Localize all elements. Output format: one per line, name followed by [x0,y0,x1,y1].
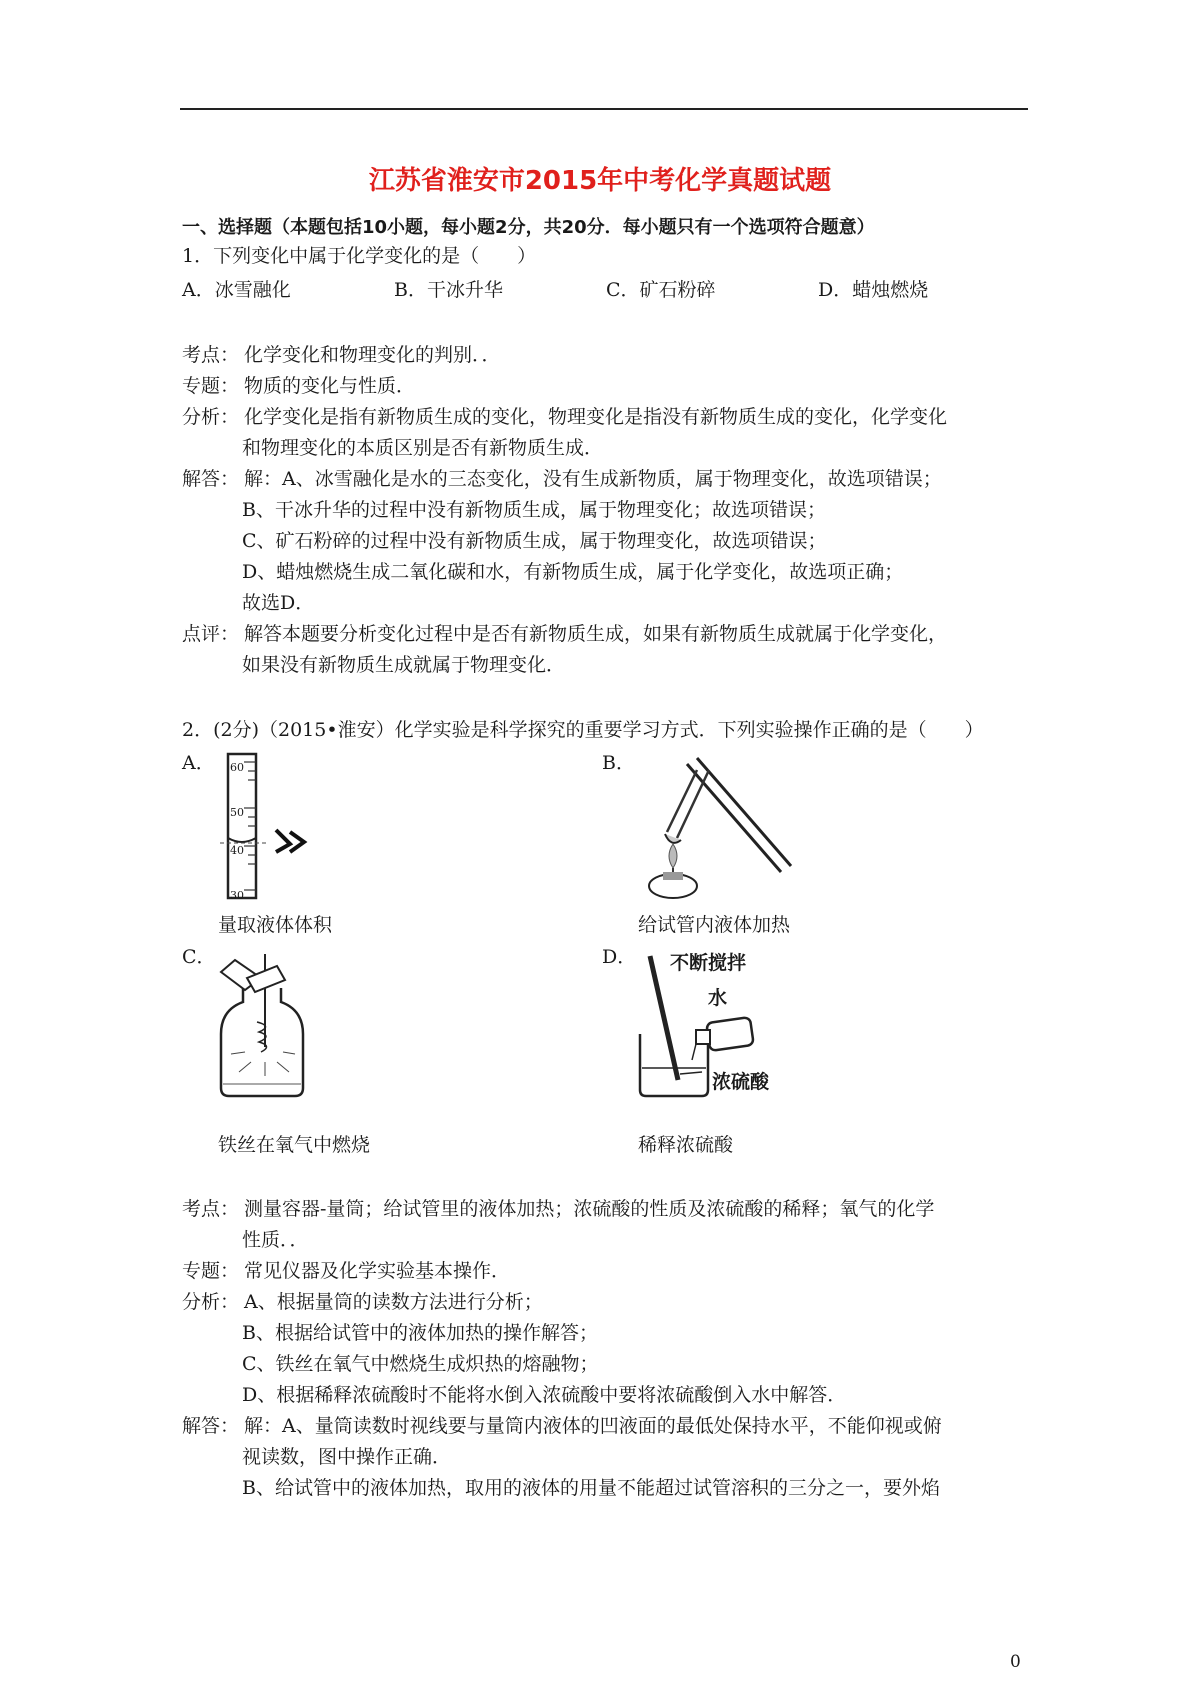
cylinder-tick-30: 30 [230,889,244,902]
dianping-text: 解答本题要分析变化过程中是否有新物质生成，如果有新物质生成就属于化学变化， [244,623,948,645]
q1-jieda [182,466,942,492]
q2-fenxi-c: C、铁丝在氧气中燃烧生成炽热的熔融物； [242,1353,599,1375]
jieda-label: 解答： [182,1415,240,1437]
section-heading: 一、选择题（本题包括10小题，每小题2分，共20分．每小题只有一个选项符合题意） [182,217,875,238]
kaodian-label: 考点： [182,344,240,366]
q1-kaodian [182,342,501,368]
q2-kaodian-cont: 性质．． [242,1229,309,1251]
zhuanti-label: 专题： [182,375,240,397]
q2-option-b-label: B． [602,752,635,774]
jieda-label: 解答： [182,468,240,490]
zhuanti-text: 物质的变化与性质． [244,375,416,397]
q1-stem: 1．下列变化中属于化学变化的是（ ） [182,245,537,267]
figure-d-label-stir: 不断搅拌 [670,952,747,974]
q2-option-c-label: C． [182,946,216,968]
fenxi-label: 分析： [182,1291,240,1313]
q2-jieda [182,1413,942,1439]
figure-d-label-water: 水 [708,987,728,1009]
oxygen-bottle-figure [215,952,315,1102]
figure-d-label-acid: 浓硫酸 [712,1071,770,1093]
header-rule [180,108,1028,110]
q2-zhuanti [182,1258,510,1284]
jieda-text: 解：A、量筒读数时视线要与量筒内液体的凹液面的最低处保持水平，不能仰视或俯 [244,1415,942,1437]
q1-fenxi-cont: 和物理变化的本质区别是否有新物质生成． [242,437,604,459]
q2-kaodian [182,1196,934,1222]
jieda-text: 解：A、冰雪融化是水的三态变化，没有生成新物质，属于物理变化，故选项错误； [244,468,942,490]
q1-option-d: D．蜡烛燃烧 [818,279,929,301]
test-tube-heating-figure [625,752,795,910]
zhuanti-label: 专题： [182,1260,240,1282]
page-number: 0 [1010,1652,1021,1672]
fenxi-label: 分析： [182,406,240,428]
kaodian-text: 测量容器-量筒；给试管里的液体加热；浓硫酸的性质及浓硫酸的稀释；氧气的化学 [244,1198,935,1220]
q2-jieda-b: B、给试管中的液体加热，取用的液体的用量不能超过试管溶积的三分之一，要外焰 [242,1477,940,1499]
q1-option-a: A．冰雪融化 [182,279,291,301]
q1-jieda-answer: 故选D． [242,592,315,614]
eye-icon [276,830,304,852]
q2-fenxi-b: B、根据给试管中的液体加热的操作解答； [242,1322,598,1344]
q2-option-a-label: A． [182,752,215,774]
q1-dianping [182,621,947,647]
q2-caption-b: 给试管内液体加热 [638,914,791,936]
q1-jieda-d: D、蜡烛燃烧生成二氧化碳和水，有新物质生成，属于化学变化，故选项正确； [242,561,904,583]
zhuanti-text: 常见仪器及化学实验基本操作． [244,1260,511,1282]
q1-option-c: C．矿石粉碎 [606,279,716,301]
q1-jieda-c: C、矿石粉碎的过程中没有新物质生成，属于物理变化，故选项错误； [242,530,827,552]
cylinder-tick-50: 50 [230,806,244,819]
q2-fenxi [182,1289,543,1315]
cylinder-tick-40: 40 [230,844,244,857]
kaodian-label: 考点： [182,1198,240,1220]
q2-jieda-cont: 视读数，图中操作正确． [242,1446,452,1468]
q1-options [182,277,928,303]
q1-zhuanti [182,373,415,399]
q2-fenxi-d: D、根据稀释浓硫酸时不能将水倒入浓硫酸中要将浓硫酸倒入水中解答． [242,1384,847,1406]
q2-caption-c: 铁丝在氧气中燃烧 [218,1134,371,1156]
fenxi-text: 化学变化是指有新物质生成的变化，物理变化是指没有新物质生成的变化，化学变化 [244,406,948,428]
kaodian-text: 化学变化和物理变化的判别．． [244,344,501,366]
q1-jieda-b: B、干冰升华的过程中没有新物质生成，属于物理变化；故选项错误； [242,499,826,521]
fenxi-text: A、根据量筒的读数方法进行分析； [244,1291,543,1313]
q2-option-d-label: D． [602,946,637,968]
q1-option-b: B．干冰升华 [394,279,503,301]
q2-stem: 2．(2分)（2015•淮安）化学实验是科学探究的重要学习方式．下列实验操作正确的是（ ） [182,719,984,741]
water-bottle-icon [692,1017,754,1060]
dianping-label: 点评： [182,623,240,645]
page-title: 江苏省淮安市2015年中考化学真题试题 [368,166,832,196]
q1-dianping-cont: 如果没有新物质生成就属于物理变化． [242,654,566,676]
cylinder-tick-60: 60 [230,761,244,774]
q2-caption-a: 量取液体体积 [218,914,333,936]
q2-caption-d: 稀释浓硫酸 [638,1134,734,1156]
q1-fenxi [182,404,947,430]
